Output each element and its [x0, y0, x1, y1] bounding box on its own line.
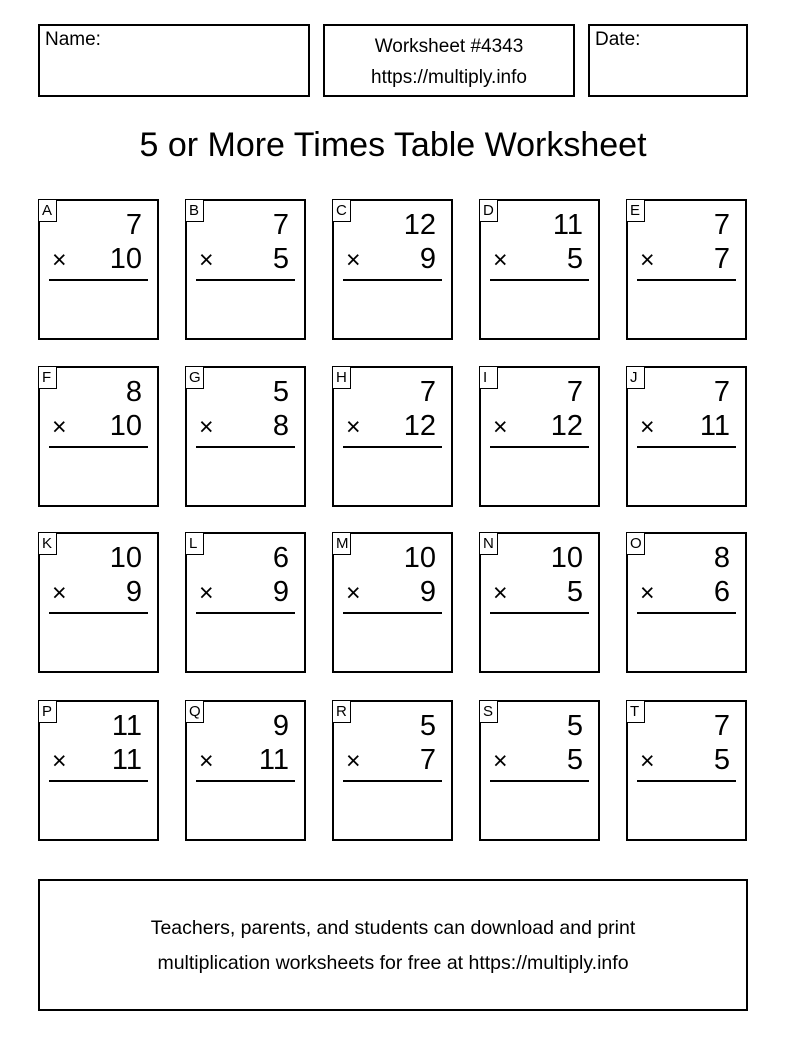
multiplicand: 8: [125, 376, 142, 408]
problem-letter: E: [626, 199, 645, 222]
problem-card[interactable]: [626, 532, 747, 673]
times-sign: ×: [199, 413, 214, 441]
problem-card[interactable]: [479, 199, 600, 340]
multiplicand: 7: [272, 209, 289, 241]
footer-box: [38, 879, 748, 1011]
multiplier: 5: [566, 243, 583, 275]
answer-line: [49, 612, 148, 614]
date-field-box[interactable]: [588, 24, 748, 97]
problem-card[interactable]: [332, 532, 453, 673]
multiplier: 12: [403, 410, 436, 442]
multiplier: 8: [272, 410, 289, 442]
date-label: Date:: [595, 29, 641, 50]
problem-letter: P: [38, 700, 57, 723]
problem-card[interactable]: [38, 700, 159, 841]
times-sign: ×: [640, 413, 655, 441]
problem-card[interactable]: [479, 532, 600, 673]
multiplier: 7: [419, 744, 436, 776]
times-sign: ×: [493, 246, 508, 274]
multiplier: 11: [258, 744, 289, 776]
answer-line: [196, 780, 295, 782]
answer-line: [343, 446, 442, 448]
problem-letter: G: [185, 366, 204, 389]
multiplier: 5: [566, 744, 583, 776]
answer-line: [637, 446, 736, 448]
multiplicand: 5: [272, 376, 289, 408]
times-sign: ×: [346, 246, 361, 274]
problem-letter: D: [479, 199, 498, 222]
answer-line: [343, 279, 442, 281]
multiplicand: 8: [713, 542, 730, 574]
times-sign: ×: [493, 413, 508, 441]
multiplicand: 12: [403, 209, 436, 241]
times-sign: ×: [640, 579, 655, 607]
times-sign: ×: [640, 747, 655, 775]
problem-letter: R: [332, 700, 351, 723]
name-label: Name:: [45, 29, 101, 50]
multiplicand: 7: [713, 376, 730, 408]
multiplicand: 11: [552, 209, 583, 241]
answer-line: [637, 279, 736, 281]
problem-card[interactable]: [626, 366, 747, 507]
answer-line: [343, 780, 442, 782]
multiplier: 9: [272, 576, 289, 608]
problem-letter: F: [38, 366, 57, 389]
multiplicand: 7: [125, 209, 142, 241]
problem-letter: J: [626, 366, 645, 389]
answer-line: [49, 780, 148, 782]
problem-card[interactable]: [332, 199, 453, 340]
problem-card[interactable]: [479, 700, 600, 841]
answer-line: [196, 612, 295, 614]
problem-letter: O: [626, 532, 645, 555]
times-sign: ×: [52, 747, 67, 775]
times-sign: ×: [52, 413, 67, 441]
multiplicand: 10: [403, 542, 436, 574]
multiplier: 9: [419, 576, 436, 608]
multiplier: 9: [125, 576, 142, 608]
problem-letter: S: [479, 700, 498, 723]
problem-card[interactable]: [479, 366, 600, 507]
worksheet-url: https://multiply.info: [371, 67, 527, 88]
times-sign: ×: [52, 246, 67, 274]
multiplicand: 5: [566, 710, 583, 742]
answer-line: [343, 612, 442, 614]
times-sign: ×: [199, 747, 214, 775]
problem-card[interactable]: [38, 366, 159, 507]
problem-card[interactable]: [626, 199, 747, 340]
answer-line: [637, 612, 736, 614]
worksheet-number: Worksheet #4343: [374, 36, 524, 57]
footer-line-2: multiplication worksheets for free at https://multiply.info: [157, 952, 629, 974]
problem-letter: H: [332, 366, 351, 389]
multiplier: 5: [272, 243, 289, 275]
name-field-box[interactable]: [38, 24, 310, 97]
multiplicand: 10: [550, 542, 583, 574]
answer-line: [490, 780, 589, 782]
times-sign: ×: [640, 246, 655, 274]
problem-card[interactable]: [185, 532, 306, 673]
multiplier: 6: [713, 576, 730, 608]
problem-letter: B: [185, 199, 204, 222]
multiplier: 5: [713, 744, 730, 776]
problem-card[interactable]: [185, 199, 306, 340]
multiplier: 9: [419, 243, 436, 275]
multiplicand: 7: [713, 209, 730, 241]
multiplier: 11: [111, 744, 142, 776]
problem-letter: A: [38, 199, 57, 222]
times-sign: ×: [346, 747, 361, 775]
multiplicand: 6: [272, 542, 289, 574]
problem-letter: C: [332, 199, 351, 222]
multiplier: 5: [566, 576, 583, 608]
worksheet-info-box: [323, 24, 575, 97]
times-sign: ×: [199, 246, 214, 274]
problem-letter: L: [185, 532, 204, 555]
times-sign: ×: [346, 579, 361, 607]
problem-letter: Q: [185, 700, 204, 723]
multiplicand: 7: [419, 376, 436, 408]
problem-card[interactable]: [38, 532, 159, 673]
problem-letter: K: [38, 532, 57, 555]
multiplier: 10: [109, 243, 142, 275]
answer-line: [490, 612, 589, 614]
times-sign: ×: [199, 579, 214, 607]
problem-card[interactable]: [185, 366, 306, 507]
problem-card[interactable]: [332, 700, 453, 841]
answer-line: [196, 279, 295, 281]
problem-card[interactable]: [38, 199, 159, 340]
problem-letter: N: [479, 532, 498, 555]
problem-card[interactable]: [332, 366, 453, 507]
answer-line: [490, 446, 589, 448]
times-sign: ×: [346, 413, 361, 441]
multiplicand: 11: [111, 710, 142, 742]
answer-line: [196, 446, 295, 448]
problem-letter: T: [626, 700, 645, 723]
times-sign: ×: [493, 747, 508, 775]
multiplicand: 10: [109, 542, 142, 574]
multiplicand: 9: [272, 710, 289, 742]
answer-line: [49, 279, 148, 281]
multiplier: 11: [699, 410, 730, 442]
times-sign: ×: [52, 579, 67, 607]
page-title: 5 or More Times Table Worksheet: [139, 126, 647, 164]
multiplier: 10: [109, 410, 142, 442]
multiplier: 7: [713, 243, 730, 275]
times-sign: ×: [493, 579, 508, 607]
problem-card[interactable]: [185, 700, 306, 841]
problem-letter: I: [479, 366, 498, 389]
multiplicand: 7: [713, 710, 730, 742]
answer-line: [49, 446, 148, 448]
multiplicand: 7: [566, 376, 583, 408]
problem-letter: M: [332, 532, 351, 555]
multiplier: 12: [550, 410, 583, 442]
problem-card[interactable]: [626, 700, 747, 841]
answer-line: [637, 780, 736, 782]
answer-line: [490, 279, 589, 281]
multiplicand: 5: [419, 710, 436, 742]
footer-line-1: Teachers, parents, and students can download and print: [150, 917, 636, 939]
